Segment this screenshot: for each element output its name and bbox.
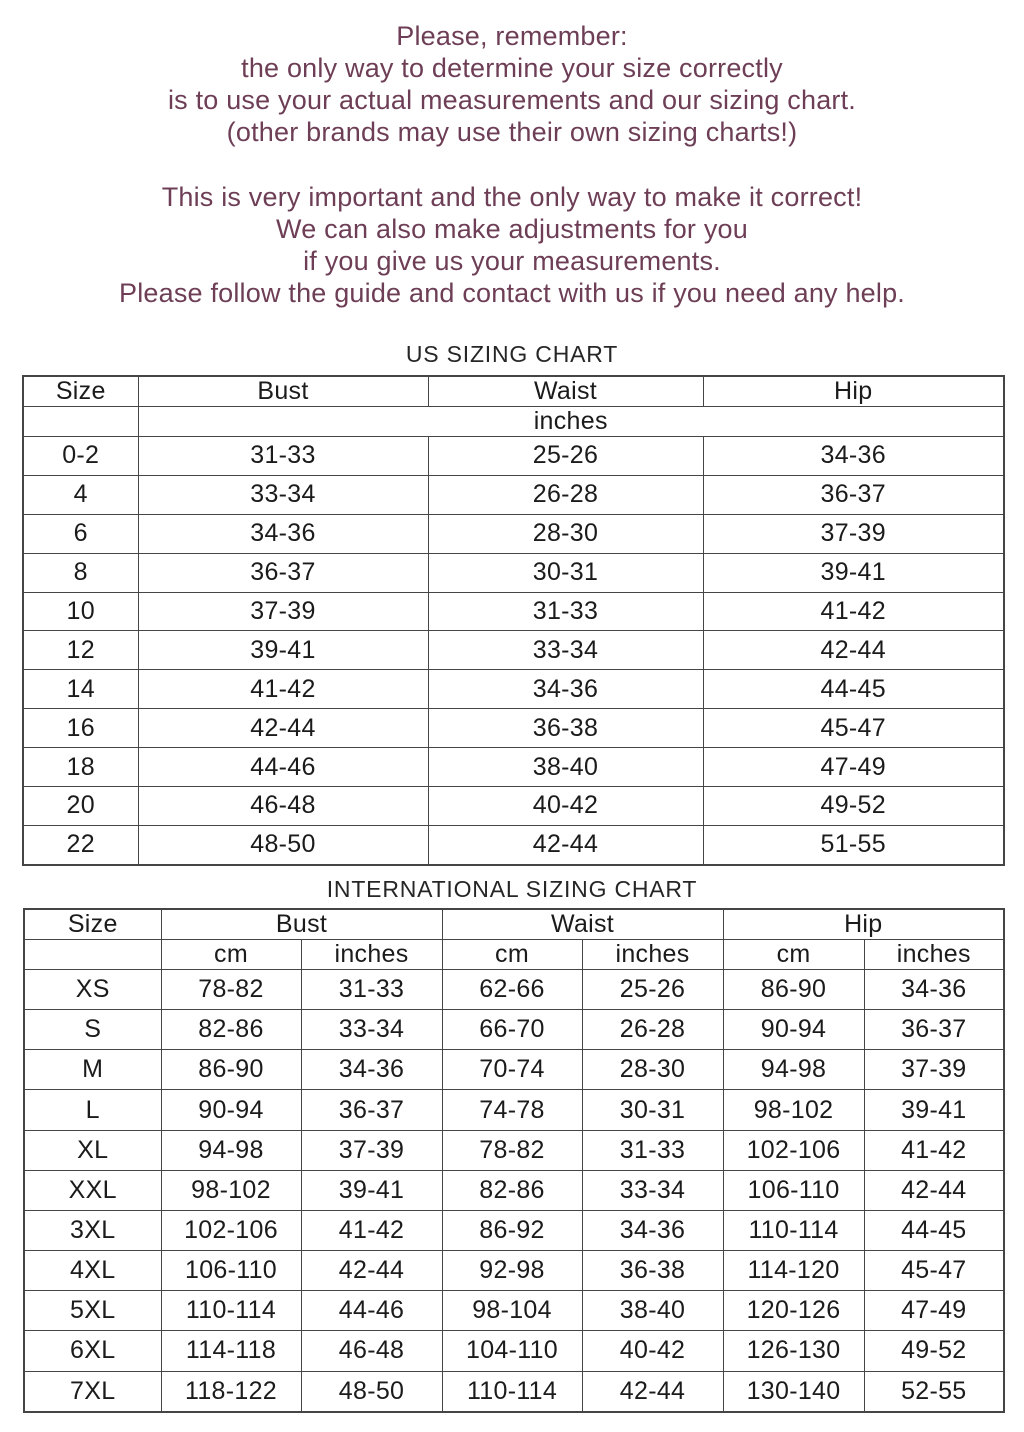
measurement-cell: 94-98 (723, 1050, 864, 1090)
measurement-cell: 30-31 (582, 1090, 723, 1130)
measurement-cell: 31-33 (582, 1130, 723, 1170)
measurement-cell: 31-33 (301, 970, 442, 1010)
intro-line: is to use your actual measurements and our sizing chart. (167, 85, 857, 115)
measurement-cell: 98-102 (723, 1090, 864, 1130)
unit-label-cm: cm (442, 940, 582, 970)
measurement-cell: 114-118 (161, 1331, 301, 1371)
size-cell: 18 (23, 748, 138, 787)
measurement-cell: 28-30 (428, 514, 703, 553)
measurement-cell: 41-42 (864, 1130, 1004, 1170)
column-header-hip: Hip (703, 376, 1004, 407)
empty-cell (24, 940, 161, 970)
measurement-cell: 25-26 (582, 970, 723, 1010)
measurement-cell: 130-140 (723, 1371, 864, 1412)
size-cell: 5XL (24, 1291, 161, 1331)
measurement-cell: 26-28 (428, 475, 703, 514)
size-cell: 16 (23, 709, 138, 748)
table-row (23, 825, 1004, 865)
measurement-cell: 90-94 (161, 1090, 301, 1130)
table-row (24, 1170, 1004, 1210)
measurement-cell: 106-110 (161, 1251, 301, 1291)
column-header-hip: Hip (723, 909, 1004, 940)
measurement-cell: 45-47 (703, 709, 1004, 748)
measurement-cell: 46-48 (138, 787, 428, 826)
us-table-header-row (23, 376, 1004, 407)
measurement-cell: 82-86 (161, 1010, 301, 1050)
intro-line: Please, remember: (396, 21, 628, 51)
us-table-unit-row (23, 407, 1004, 437)
measurement-cell: 39-41 (703, 553, 1004, 592)
measurement-cell: 102-106 (723, 1130, 864, 1170)
measurement-cell: 78-82 (161, 970, 301, 1010)
measurement-cell: 36-37 (703, 475, 1004, 514)
measurement-cell: 46-48 (301, 1331, 442, 1371)
measurement-cell: 48-50 (138, 825, 428, 865)
intro-text-block (0, 20, 1024, 309)
intro-line: the only way to determine your size correctly (241, 53, 783, 83)
intl-table-header-row (24, 909, 1004, 940)
measurement-cell: 36-38 (582, 1251, 723, 1291)
table-row (23, 670, 1004, 709)
measurement-cell: 44-45 (703, 670, 1004, 709)
unit-label-inches: inches (301, 940, 442, 970)
measurement-cell: 48-50 (301, 1371, 442, 1412)
column-header-size: Size (24, 909, 161, 940)
measurement-cell: 42-44 (428, 825, 703, 865)
us-chart-title: US SIZING CHART (405, 341, 619, 367)
unit-label-inches: inches (864, 940, 1004, 970)
measurement-cell: 49-52 (703, 787, 1004, 826)
measurement-cell: 41-42 (703, 592, 1004, 631)
measurement-cell: 39-41 (301, 1170, 442, 1210)
measurement-cell: 102-106 (161, 1210, 301, 1250)
measurement-cell: 38-40 (428, 748, 703, 787)
size-cell: 7XL (24, 1371, 161, 1412)
measurement-cell: 37-39 (301, 1130, 442, 1170)
intro-paragraph-important (0, 181, 1024, 309)
measurement-cell: 126-130 (723, 1331, 864, 1371)
table-row (23, 553, 1004, 592)
measurement-cell: 34-36 (428, 670, 703, 709)
column-header-bust: Bust (138, 376, 428, 407)
measurement-cell: 49-52 (864, 1331, 1004, 1371)
size-cell: 22 (23, 825, 138, 865)
measurement-cell: 34-36 (864, 970, 1004, 1010)
column-header-waist: Waist (442, 909, 723, 940)
table-row (24, 1371, 1004, 1412)
size-cell: 6XL (24, 1331, 161, 1371)
measurement-cell: 114-120 (723, 1251, 864, 1291)
measurement-cell: 28-30 (582, 1050, 723, 1090)
measurement-cell: 47-49 (703, 748, 1004, 787)
table-row (23, 631, 1004, 670)
table-row (23, 709, 1004, 748)
table-row (24, 1130, 1004, 1170)
measurement-cell: 42-44 (301, 1251, 442, 1291)
intro-line: We can also make adjustments for you (276, 214, 748, 244)
measurement-cell: 44-46 (138, 748, 428, 787)
measurement-cell: 25-26 (428, 437, 703, 476)
empty-cell (23, 407, 138, 437)
measurement-cell: 33-34 (582, 1170, 723, 1210)
measurement-cell: 38-40 (582, 1291, 723, 1331)
measurement-cell: 110-114 (161, 1291, 301, 1331)
measurement-cell: 36-38 (428, 709, 703, 748)
measurement-cell: 70-74 (442, 1050, 582, 1090)
measurement-cell: 34-36 (703, 437, 1004, 476)
measurement-cell: 36-37 (138, 553, 428, 592)
size-cell: 6 (23, 514, 138, 553)
table-row (24, 1210, 1004, 1250)
measurement-cell: 41-42 (138, 670, 428, 709)
measurement-cell: 41-42 (301, 1210, 442, 1250)
measurement-cell: 47-49 (864, 1291, 1004, 1331)
size-cell: 3XL (24, 1210, 161, 1250)
measurement-cell: 44-45 (864, 1210, 1004, 1250)
size-cell: 4XL (24, 1251, 161, 1291)
size-cell: 10 (23, 592, 138, 631)
size-cell: 14 (23, 670, 138, 709)
table-row (23, 437, 1004, 476)
intro-line: (other brands may use their own sizing charts!) (226, 117, 798, 147)
column-header-size: Size (23, 376, 138, 407)
measurement-cell: 31-33 (138, 437, 428, 476)
measurement-cell: 42-44 (582, 1371, 723, 1412)
size-cell: 4 (23, 475, 138, 514)
intl-chart-title: INTERNATIONAL SIZING CHART (326, 876, 698, 902)
table-row (23, 748, 1004, 787)
table-row (24, 1090, 1004, 1130)
measurement-cell: 78-82 (442, 1130, 582, 1170)
size-cell: M (24, 1050, 161, 1090)
table-row (24, 1010, 1004, 1050)
unit-label-inches: inches (582, 940, 723, 970)
measurement-cell: 86-90 (723, 970, 864, 1010)
intro-line: This is very important and the only way to make it correct! (161, 182, 863, 212)
column-header-waist: Waist (428, 376, 703, 407)
measurement-cell: 42-44 (703, 631, 1004, 670)
size-cell: 8 (23, 553, 138, 592)
measurement-cell: 92-98 (442, 1251, 582, 1291)
measurement-cell: 42-44 (864, 1170, 1004, 1210)
intl-sizing-table (23, 908, 1005, 1413)
table-row (23, 592, 1004, 631)
intro-line: if you give us your measurements. (303, 246, 721, 276)
size-cell: 0-2 (23, 437, 138, 476)
intro-line: Please follow the guide and contact with us if you need any help. (118, 278, 905, 308)
table-row (24, 1291, 1004, 1331)
intro-paragraph-reminder (0, 20, 1024, 148)
measurement-cell: 94-98 (161, 1130, 301, 1170)
measurement-cell: 98-104 (442, 1291, 582, 1331)
table-row (24, 970, 1004, 1010)
measurement-cell: 45-47 (864, 1251, 1004, 1291)
size-cell: L (24, 1090, 161, 1130)
measurement-cell: 36-37 (864, 1010, 1004, 1050)
unit-label-cm: cm (723, 940, 864, 970)
measurement-cell: 31-33 (428, 592, 703, 631)
measurement-cell: 26-28 (582, 1010, 723, 1050)
measurement-cell: 90-94 (723, 1010, 864, 1050)
table-row (23, 787, 1004, 826)
measurement-cell: 33-34 (138, 475, 428, 514)
measurement-cell: 37-39 (703, 514, 1004, 553)
size-cell: 12 (23, 631, 138, 670)
size-cell: XS (24, 970, 161, 1010)
intl-table-unit-row (24, 940, 1004, 970)
measurement-cell: 39-41 (138, 631, 428, 670)
table-row (24, 1050, 1004, 1090)
measurement-cell: 74-78 (442, 1090, 582, 1130)
measurement-cell: 33-34 (428, 631, 703, 670)
measurement-cell: 37-39 (864, 1050, 1004, 1090)
measurement-cell: 40-42 (582, 1331, 723, 1371)
table-row (24, 1251, 1004, 1291)
table-row (23, 475, 1004, 514)
measurement-cell: 104-110 (442, 1331, 582, 1371)
measurement-cell: 51-55 (703, 825, 1004, 865)
table-row (24, 1331, 1004, 1371)
measurement-cell: 33-34 (301, 1010, 442, 1050)
measurement-cell: 42-44 (138, 709, 428, 748)
measurement-cell: 62-66 (442, 970, 582, 1010)
measurement-cell: 110-114 (442, 1371, 582, 1412)
measurement-cell: 34-36 (582, 1210, 723, 1250)
measurement-cell: 86-92 (442, 1210, 582, 1250)
measurement-cell: 40-42 (428, 787, 703, 826)
table-row (23, 514, 1004, 553)
measurement-cell: 98-102 (161, 1170, 301, 1210)
measurement-cell: 30-31 (428, 553, 703, 592)
column-header-bust: Bust (161, 909, 442, 940)
measurement-cell: 52-55 (864, 1371, 1004, 1412)
size-cell: S (24, 1010, 161, 1050)
measurement-cell: 110-114 (723, 1210, 864, 1250)
measurement-cell: 82-86 (442, 1170, 582, 1210)
measurement-cell: 106-110 (723, 1170, 864, 1210)
measurement-cell: 118-122 (161, 1371, 301, 1412)
us-sizing-table (22, 375, 1005, 866)
measurement-cell: 66-70 (442, 1010, 582, 1050)
measurement-cell: 34-36 (138, 514, 428, 553)
measurement-cell: 34-36 (301, 1050, 442, 1090)
size-cell: XL (24, 1130, 161, 1170)
measurement-cell: 86-90 (161, 1050, 301, 1090)
unit-label-inches: inches (138, 407, 1004, 437)
size-cell: 20 (23, 787, 138, 826)
measurement-cell: 120-126 (723, 1291, 864, 1331)
unit-label-cm: cm (161, 940, 301, 970)
measurement-cell: 39-41 (864, 1090, 1004, 1130)
measurement-cell: 36-37 (301, 1090, 442, 1130)
size-cell: XXL (24, 1170, 161, 1210)
measurement-cell: 44-46 (301, 1291, 442, 1331)
measurement-cell: 37-39 (138, 592, 428, 631)
